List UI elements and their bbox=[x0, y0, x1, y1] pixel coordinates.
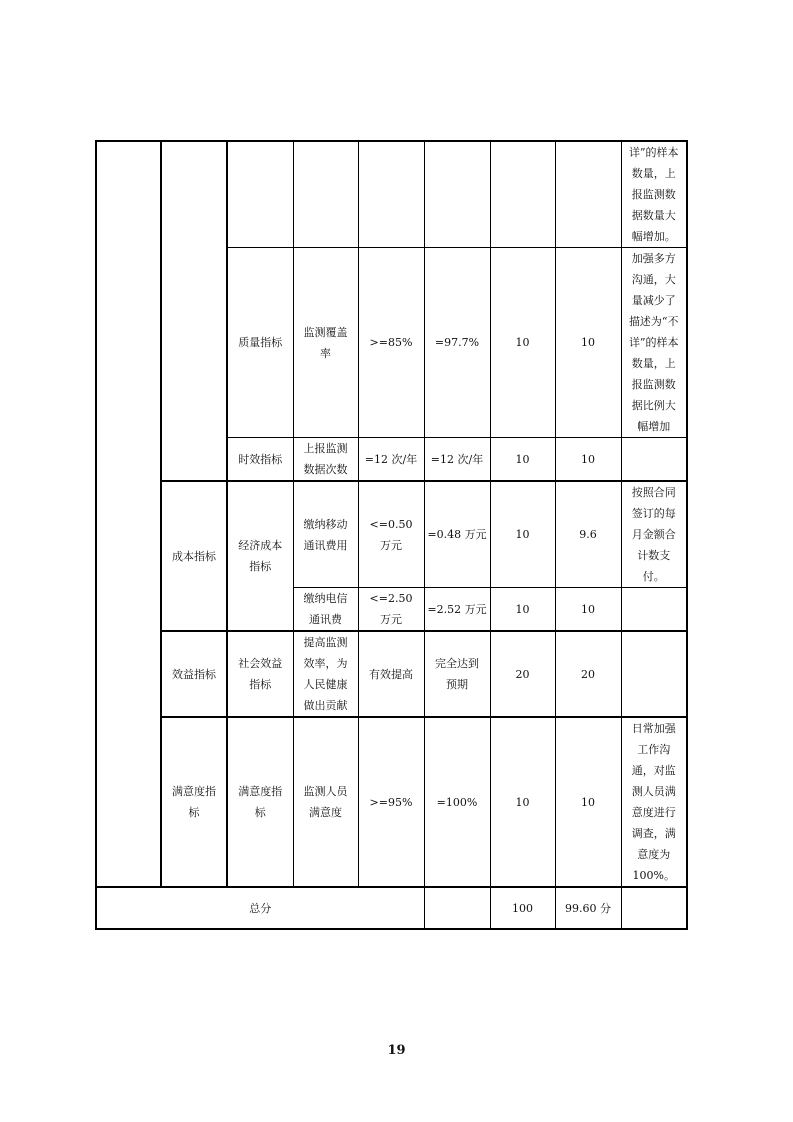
cost-telecom-actual: =2.52 万元 bbox=[424, 588, 490, 632]
benefit-tier3: 社会效益指标 bbox=[227, 631, 293, 717]
timeliness-note bbox=[621, 438, 687, 482]
quality-tier3: 质量指标 bbox=[227, 248, 293, 438]
actual-continuation-cell bbox=[424, 141, 490, 248]
note-continuation: 详”的样本数量，上报监测数据数量大幅增加。 bbox=[621, 141, 687, 248]
performance-indicator-table bbox=[95, 140, 688, 930]
quality-target: >=85% bbox=[358, 248, 424, 438]
timeliness-score: 10 bbox=[555, 438, 621, 482]
satisfaction-tier2: 满意度指标 bbox=[161, 717, 227, 887]
benefit-actual: 完全达到预期 bbox=[424, 631, 490, 717]
tier2-continuation-cell bbox=[161, 141, 227, 481]
benefit-indicator: 提高监测效率，为人民健康做出贡献 bbox=[293, 631, 358, 717]
quality-score: 10 bbox=[555, 248, 621, 438]
cost-tier2: 成本指标 bbox=[161, 481, 227, 631]
benefit-weight: 20 bbox=[490, 631, 555, 717]
benefit-note bbox=[621, 631, 687, 717]
satisfaction-score: 10 bbox=[555, 717, 621, 887]
score-continuation-cell bbox=[555, 141, 621, 248]
target-continuation-cell bbox=[358, 141, 424, 248]
indicator-continuation-cell bbox=[293, 141, 358, 248]
satisfaction-note: 日常加强工作沟通，对监测人员满意度进行调查，满意度为100%。 bbox=[621, 717, 687, 887]
timeliness-weight: 10 bbox=[490, 438, 555, 482]
benefit-score: 20 bbox=[555, 631, 621, 717]
cost-telecom-note bbox=[621, 588, 687, 632]
total-weight: 100 bbox=[490, 887, 555, 929]
benefit-target: 有效提高 bbox=[358, 631, 424, 717]
cost-tier3: 经济成本指标 bbox=[227, 481, 293, 631]
timeliness-target: =12 次/年 bbox=[358, 438, 424, 482]
cost-mobile-score: 9.6 bbox=[555, 481, 621, 588]
weight-continuation-cell bbox=[490, 141, 555, 248]
page-number: 19 bbox=[387, 1043, 406, 1058]
satisfaction-tier3: 满意度指标 bbox=[227, 717, 293, 887]
total-actual bbox=[424, 887, 490, 929]
quality-note: 加强多方沟通，大量减少了描述为“不详”的样本数量，上报监测数据比例大幅增加 bbox=[621, 248, 687, 438]
cost-mobile-indicator: 缴纳移动通讯费用 bbox=[293, 481, 358, 588]
satisfaction-actual: =100% bbox=[424, 717, 490, 887]
satisfaction-indicator: 监测人员满意度 bbox=[293, 717, 358, 887]
quality-weight: 10 bbox=[490, 248, 555, 438]
cost-telecom-weight: 10 bbox=[490, 588, 555, 632]
tier3-continuation-cell bbox=[227, 141, 293, 248]
cost-mobile-note: 按照合同签订的每月金额合计数支付。 bbox=[621, 481, 687, 588]
cost-mobile-actual: =0.48 万元 bbox=[424, 481, 490, 588]
cost-telecom-score: 10 bbox=[555, 588, 621, 632]
quality-indicator: 监测覆盖率 bbox=[293, 248, 358, 438]
cost-mobile-target: <=0.50 万元 bbox=[358, 481, 424, 588]
cost-telecom-indicator: 缴纳电信通讯费 bbox=[293, 588, 358, 632]
tier1-continuation-cell bbox=[96, 141, 161, 887]
total-score: 99.60 分 bbox=[555, 887, 621, 929]
total-note bbox=[621, 887, 687, 929]
satisfaction-target: >=95% bbox=[358, 717, 424, 887]
cost-mobile-weight: 10 bbox=[490, 481, 555, 588]
timeliness-indicator: 上报监测数据次数 bbox=[293, 438, 358, 482]
timeliness-actual: =12 次/年 bbox=[424, 438, 490, 482]
total-label: 总分 bbox=[96, 887, 424, 929]
quality-actual: =97.7% bbox=[424, 248, 490, 438]
benefit-tier2: 效益指标 bbox=[161, 631, 227, 717]
satisfaction-weight: 10 bbox=[490, 717, 555, 887]
timeliness-tier3: 时效指标 bbox=[227, 438, 293, 482]
cost-telecom-target: <=2.50 万元 bbox=[358, 588, 424, 632]
